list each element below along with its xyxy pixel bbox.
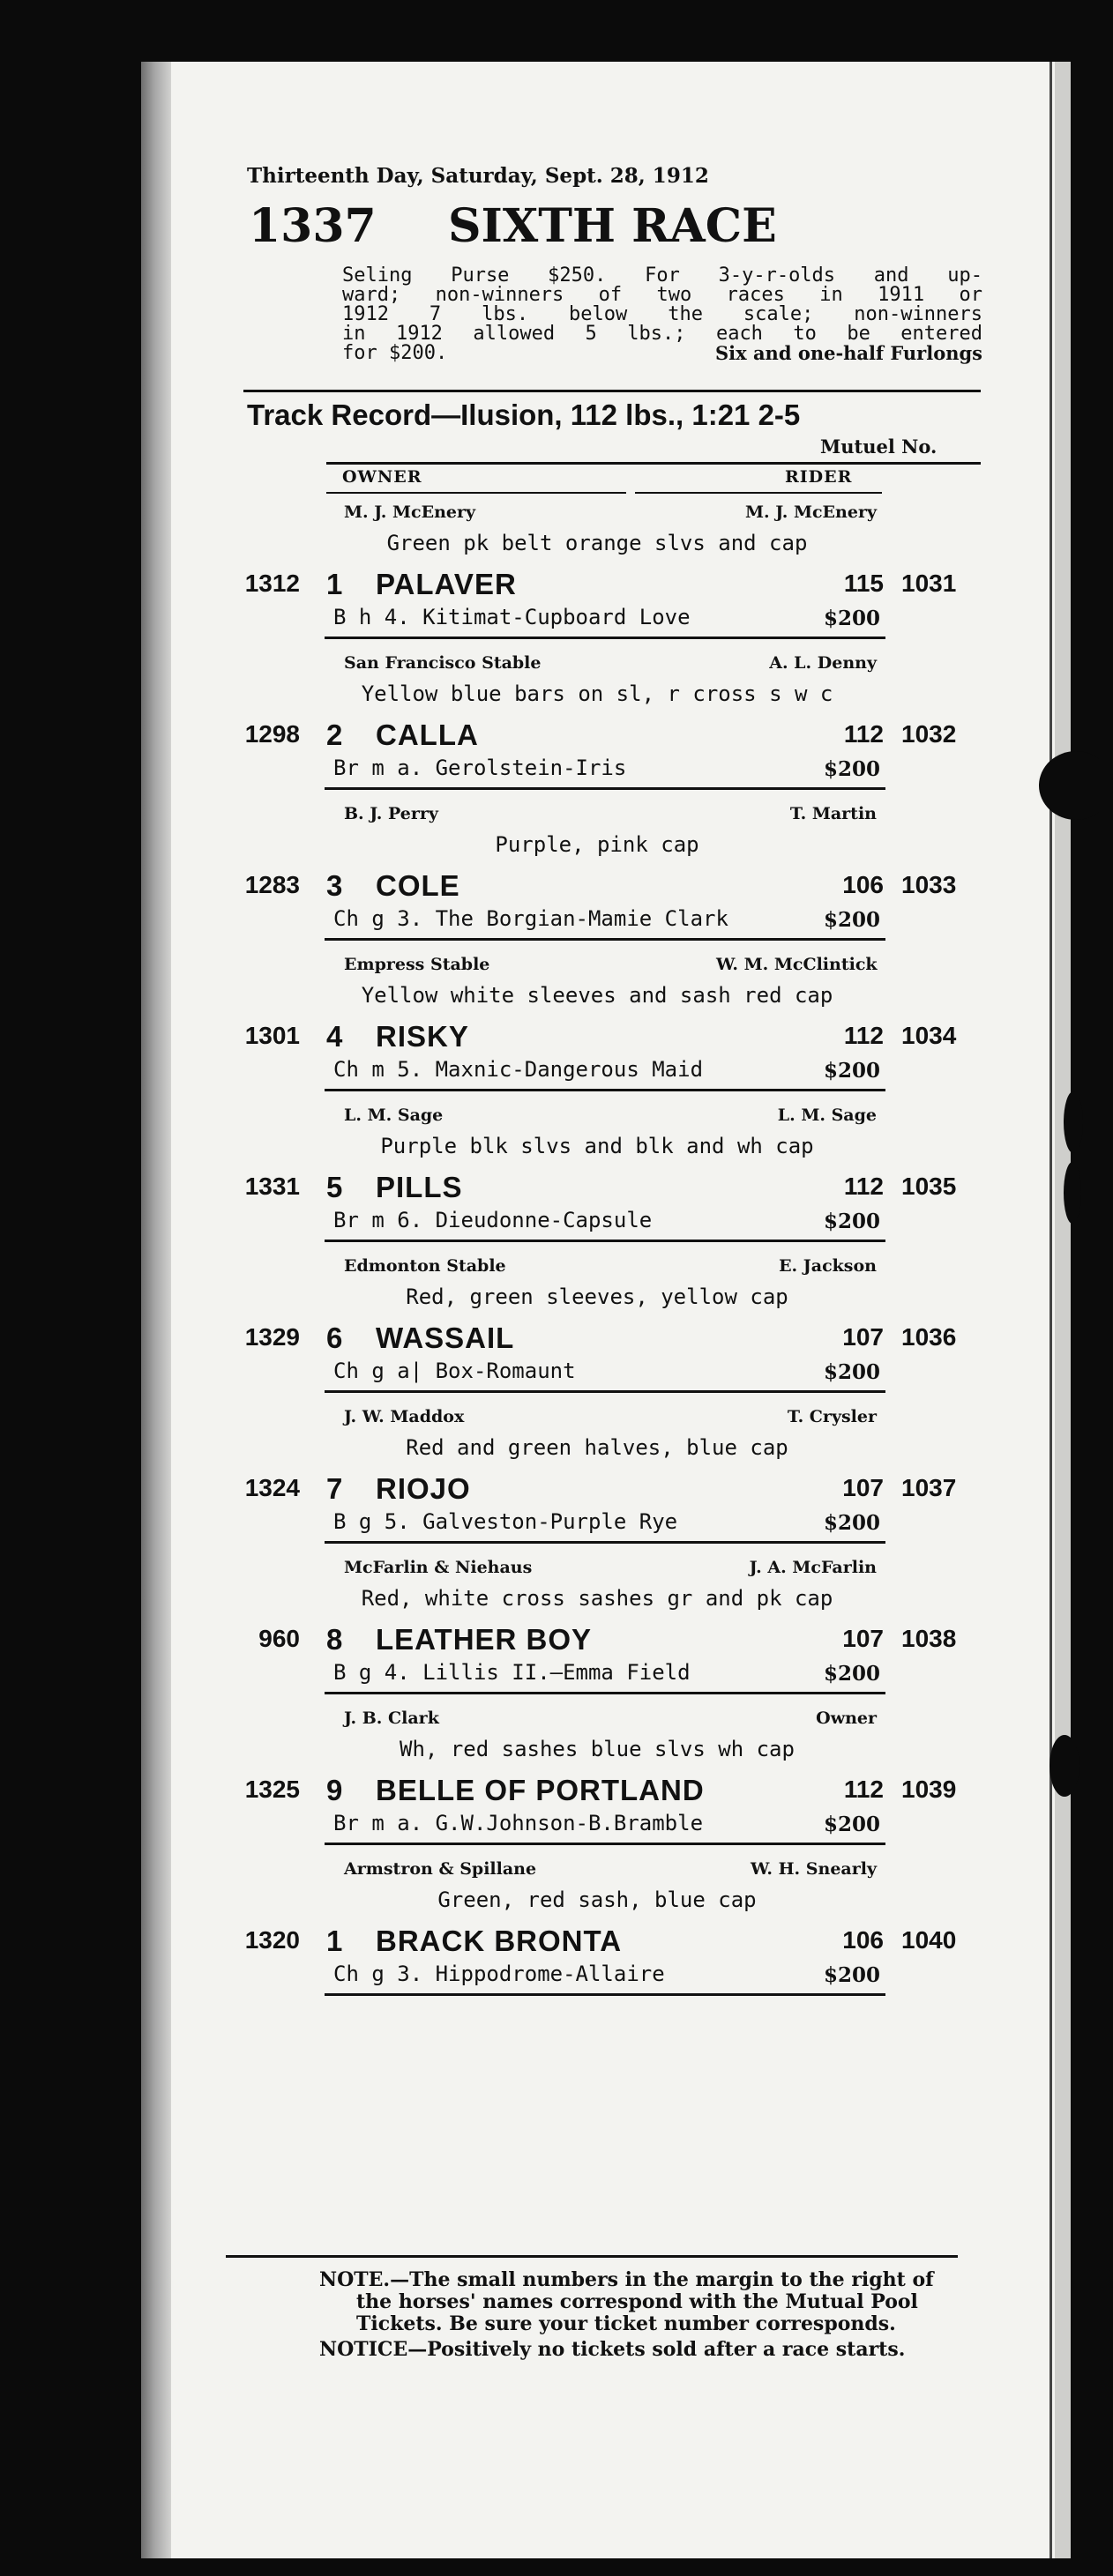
race-conditions bbox=[342, 266, 982, 363]
entry-breeding: B g 4. Lillis II.—Emma Field bbox=[333, 1660, 691, 1685]
entry-colors: Wh, red sashes blue slvs wh cap bbox=[400, 1737, 795, 1761]
entry-rider: Owner bbox=[816, 1709, 877, 1728]
entry-mutuel-number: 1037 bbox=[901, 1474, 957, 1501]
entry-rider: W. H. Snearly bbox=[751, 1859, 877, 1879]
entry-form-ref: 1312 bbox=[244, 570, 300, 597]
entry-divider bbox=[325, 1089, 885, 1091]
entry-price: $200 bbox=[823, 1813, 880, 1836]
entry-price: $200 bbox=[823, 607, 880, 630]
entry-horse-name: LEATHER BOY bbox=[376, 1623, 593, 1656]
entry-horse-name: RIOJO bbox=[376, 1472, 471, 1505]
entry-form-ref: 1331 bbox=[244, 1173, 300, 1200]
entry-owner: L. M. Sage bbox=[344, 1106, 444, 1125]
entry-breeding: Br m a. G.W.Johnson-B.Bramble bbox=[333, 1811, 704, 1835]
entry-breeding: B h 4. Kitimat-Cupboard Love bbox=[333, 605, 691, 629]
entry-weight: 106 bbox=[842, 871, 884, 898]
entry-weight: 107 bbox=[842, 1474, 884, 1501]
race-day-line: Thirteenth Day, Saturday, Sept. 28, 1912 bbox=[247, 164, 709, 188]
binding-edge bbox=[141, 62, 171, 2558]
entry-post-number: 1 bbox=[326, 1925, 344, 1957]
race-distance: Six and one-half Furlongs bbox=[714, 342, 982, 364]
entry-owner: J. W. Maddox bbox=[344, 1407, 465, 1426]
rider-header: RIDER bbox=[785, 467, 853, 487]
entry-price: $200 bbox=[823, 757, 880, 781]
entry-owner: M. J. McEnery bbox=[344, 503, 476, 522]
entry-rider: T. Crysler bbox=[787, 1407, 877, 1426]
program-page bbox=[141, 62, 1085, 2558]
entry-owner: McFarlin & Niehaus bbox=[344, 1558, 533, 1577]
entry-mutuel-number: 1035 bbox=[901, 1173, 957, 1200]
entry-mutuel-number: 1038 bbox=[901, 1625, 957, 1652]
entry-horse-name: BRACK BRONTA bbox=[376, 1925, 623, 1957]
entry-rider: T. Martin bbox=[789, 804, 877, 823]
entry-price: $200 bbox=[823, 1963, 880, 1987]
entry-divider bbox=[325, 1240, 885, 1242]
divider bbox=[226, 2255, 958, 2258]
conditions-line: Seling Purse $250. For 3-y-r-olds and up- bbox=[342, 264, 982, 287]
entry-price: $200 bbox=[823, 1511, 880, 1535]
entry-form-ref: 1325 bbox=[244, 1776, 300, 1803]
entry-divider bbox=[325, 637, 885, 639]
entry-divider bbox=[325, 938, 885, 941]
entry-form-ref: 960 bbox=[258, 1625, 300, 1652]
entry-mutuel-number: 1034 bbox=[901, 1022, 957, 1049]
divider bbox=[326, 462, 981, 465]
entry-horse-name: PALAVER bbox=[376, 568, 517, 600]
entry-divider bbox=[325, 1993, 885, 1996]
entry-colors: Red, white cross sashes gr and pk cap bbox=[361, 1586, 833, 1611]
entry-owner: Empress Stable bbox=[344, 955, 490, 974]
page-fold bbox=[1055, 62, 1071, 2558]
entry-mutuel-number: 1031 bbox=[901, 570, 957, 597]
entry-colors: Purple, pink cap bbox=[495, 832, 699, 857]
entry-colors: Purple blk slvs and blk and wh cap bbox=[380, 1134, 814, 1158]
entry-price: $200 bbox=[823, 1360, 880, 1384]
entry-price: $200 bbox=[823, 908, 880, 932]
divider bbox=[635, 492, 882, 494]
entry-weight: 115 bbox=[843, 570, 884, 597]
entry-post-number: 4 bbox=[326, 1020, 344, 1053]
entry-breeding: Br m a. Gerolstein-Iris bbox=[333, 756, 627, 780]
entry-post-number: 9 bbox=[326, 1774, 344, 1806]
entry-post-number: 5 bbox=[326, 1171, 344, 1203]
footer-notice: NOTICE—Positively no tickets sold after a race starts. bbox=[319, 2338, 906, 2361]
entry-rider: W. M. McClintick bbox=[716, 955, 878, 974]
entry-price: $200 bbox=[823, 1210, 880, 1233]
entry-breeding: B g 5. Galveston-Purple Rye bbox=[333, 1509, 678, 1534]
binding-hole bbox=[1064, 1091, 1083, 1153]
entry-owner: Edmonton Stable bbox=[344, 1256, 506, 1276]
entry-horse-name: CALLA bbox=[376, 718, 479, 751]
race-number: 1337 bbox=[249, 199, 377, 253]
entry-horse-name: PILLS bbox=[376, 1171, 463, 1203]
conditions-line: ward; non-winners of two races in 1911 or bbox=[342, 284, 982, 306]
entry-rider: J. A. McFarlin bbox=[749, 1558, 877, 1577]
binding-hole bbox=[1064, 1162, 1081, 1224]
entry-post-number: 1 bbox=[326, 568, 344, 600]
divider bbox=[326, 492, 626, 494]
entry-weight: 107 bbox=[842, 1625, 884, 1652]
track-record: Track Record—Ilusion, 112 lbs., 1:21 2-5 bbox=[247, 398, 801, 431]
entry-rider: L. M. Sage bbox=[777, 1106, 877, 1125]
mutuel-header: Mutuel No. bbox=[820, 436, 937, 458]
entry-rider: M. J. McEnery bbox=[744, 503, 877, 522]
entry-form-ref: 1329 bbox=[244, 1323, 300, 1351]
entry-divider bbox=[325, 1390, 885, 1393]
entry-weight: 106 bbox=[842, 1926, 884, 1954]
entry-form-ref: 1283 bbox=[244, 871, 300, 898]
binding-hole bbox=[1039, 751, 1113, 820]
entry-colors: Yellow white sleeves and sash red cap bbox=[361, 983, 833, 1008]
entry-breeding: Ch g a| Box-Romaunt bbox=[333, 1359, 576, 1383]
entry-rider: E. Jackson bbox=[779, 1256, 877, 1276]
entry-post-number: 8 bbox=[326, 1623, 344, 1656]
entry-weight: 112 bbox=[843, 1022, 884, 1049]
owner-header: OWNER bbox=[342, 467, 422, 487]
conditions-line: 1912 7 lbs. below the scale; non-winners bbox=[342, 303, 982, 325]
entry-horse-name: BELLE OF PORTLAND bbox=[376, 1774, 705, 1806]
entry-mutuel-number: 1039 bbox=[901, 1776, 957, 1803]
entry-horse-name: RISKY bbox=[376, 1020, 469, 1053]
entry-price: $200 bbox=[823, 1662, 880, 1686]
entry-breeding: Br m 6. Dieudonne-Capsule bbox=[333, 1208, 653, 1232]
binding-hole bbox=[1050, 1735, 1079, 1797]
entry-mutuel-number: 1032 bbox=[901, 720, 957, 748]
entry-divider bbox=[325, 1692, 885, 1694]
entry-form-ref: 1301 bbox=[244, 1022, 300, 1049]
entry-horse-name: WASSAIL bbox=[376, 1322, 515, 1354]
entry-owner: San Francisco Stable bbox=[344, 653, 542, 673]
footer-note: NOTE.—The small numbers in the margin to the right of the horses' names correspond with the Mutual Pool Tickets. Be sure your ticket number corresponds. bbox=[319, 2268, 934, 2335]
entry-weight: 112 bbox=[843, 720, 884, 748]
entry-divider bbox=[325, 1541, 885, 1544]
entry-price: $200 bbox=[823, 1059, 880, 1083]
entry-weight: 112 bbox=[843, 1776, 884, 1803]
entry-form-ref: 1324 bbox=[244, 1474, 300, 1501]
entry-divider bbox=[325, 787, 885, 790]
entry-weight: 107 bbox=[842, 1323, 884, 1351]
entry-mutuel-number: 1033 bbox=[901, 871, 957, 898]
entry-colors: Yellow blue bars on sl, r cross s w c bbox=[361, 681, 833, 706]
entry-post-number: 2 bbox=[326, 718, 344, 751]
entry-form-ref: 1298 bbox=[244, 720, 300, 748]
entry-weight: 112 bbox=[843, 1173, 884, 1200]
entry-colors: Red, green sleeves, yellow cap bbox=[406, 1284, 788, 1309]
entry-owner: B. J. Perry bbox=[344, 804, 438, 823]
divider bbox=[243, 390, 981, 392]
entry-post-number: 6 bbox=[326, 1322, 344, 1354]
entry-owner: Armstron & Spillane bbox=[344, 1859, 537, 1879]
entry-breeding: Ch m 5. Maxnic-Dangerous Maid bbox=[333, 1057, 704, 1082]
conditions-line: in 1912 allowed 5 lbs.; each to be entered bbox=[342, 323, 982, 345]
entry-rider: A. L. Denny bbox=[769, 653, 877, 673]
entry-post-number: 3 bbox=[326, 869, 344, 902]
entry-divider bbox=[325, 1843, 885, 1845]
page-fold-line bbox=[1050, 62, 1052, 2558]
entry-mutuel-number: 1036 bbox=[901, 1323, 957, 1351]
entry-post-number: 7 bbox=[326, 1472, 344, 1505]
entry-horse-name: COLE bbox=[376, 869, 460, 902]
entry-breeding: Ch g 3. The Borgian-Mamie Clark bbox=[333, 906, 728, 931]
entry-colors: Red and green halves, blue cap bbox=[406, 1435, 788, 1460]
entry-form-ref: 1320 bbox=[244, 1926, 300, 1954]
entry-breeding: Ch g 3. Hippodrome-Allaire bbox=[333, 1962, 665, 1986]
scan-border bbox=[1071, 62, 1113, 2558]
entry-colors: Green pk belt orange slvs and cap bbox=[386, 531, 808, 555]
race-name: SIXTH RACE bbox=[448, 199, 777, 253]
footer-note-block bbox=[319, 2269, 958, 2361]
entry-owner: J. B. Clark bbox=[344, 1709, 439, 1728]
conditions-entry-fee: for $200. bbox=[342, 342, 448, 364]
entry-mutuel-number: 1040 bbox=[901, 1926, 957, 1954]
entry-colors: Green, red sash, blue cap bbox=[437, 1887, 757, 1912]
